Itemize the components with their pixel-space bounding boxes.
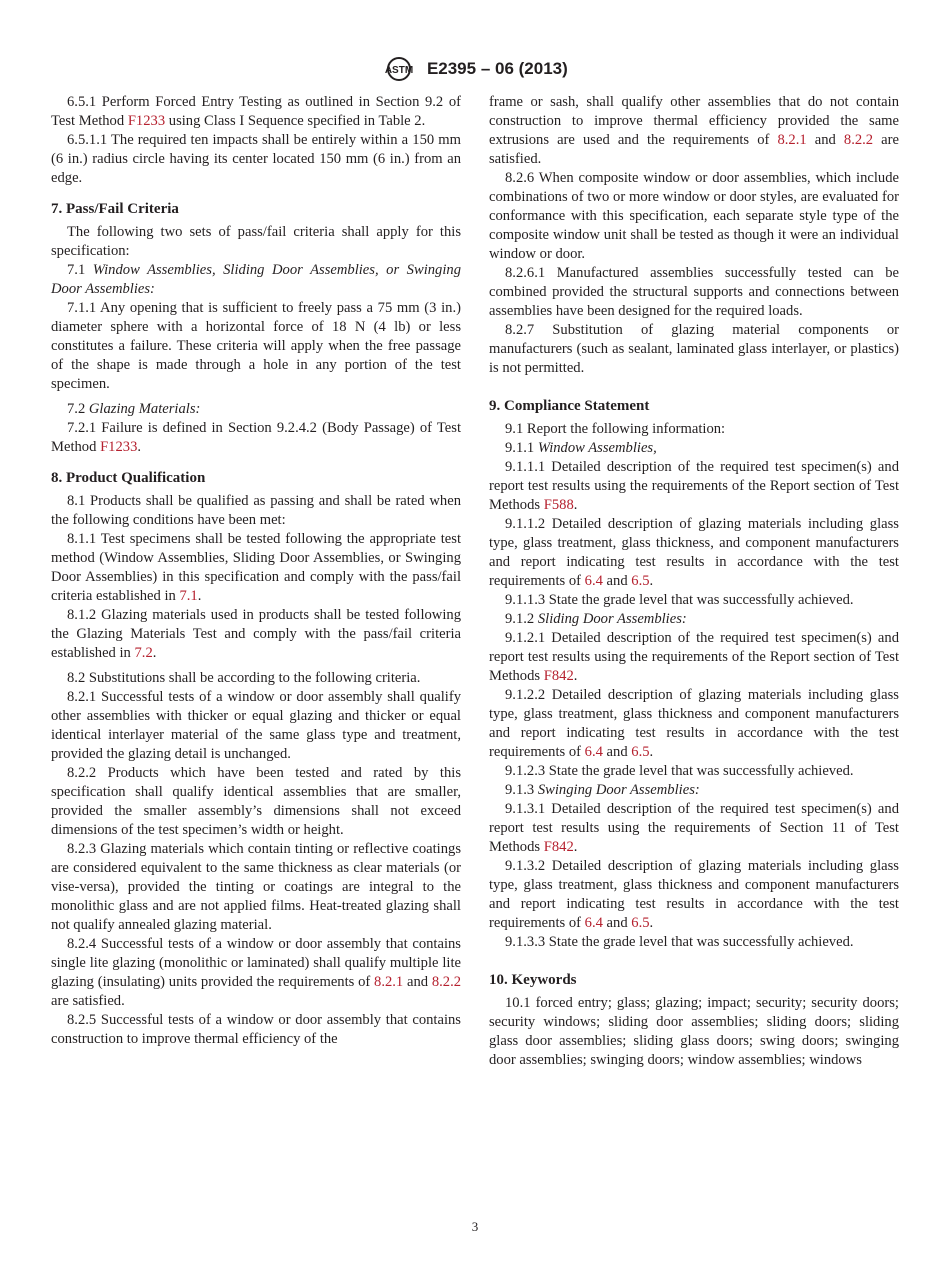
document-designation: E2395 – 06 (2013)	[426, 59, 568, 78]
paragraph-8-1: 8.1 Products shall be qualified as passing and shall be rated when the following conditions have been met:	[51, 493, 461, 528]
link-6-4[interactable]: 6.4	[584, 744, 603, 760]
paragraph-9-1-1-1: 9.1.1.1 Detailed description of the required test specimen(s) and report test results using the requirements of the Report section of Test Methods F588.	[489, 459, 899, 513]
paragraph-10-1: 10.1 forced entry; glass; glazing; impact; security; security doors; security windows; sliding door assemblies; sliding doors; sliding glass door assemblies; sliding glass doors; swing doors; swinging door assemblies; swinging doors; window assemblies; windows	[489, 995, 899, 1068]
paragraph-8-2-1: 8.2.1 Successful tests of a window or door assembly shall qualify other assemblies with thicker or equal glazing and thicker or equal identical interlayer material of the same glass type and treatment, provided the glazing detail is unchanged.	[51, 689, 461, 762]
link-7-2[interactable]: 7.2	[134, 645, 153, 661]
paragraph-8-2: 8.2 Substitutions shall be according to the following criteria.	[67, 670, 421, 686]
paragraph-9-1-1: 9.1.1 Window Assemblies,	[505, 440, 657, 456]
paragraph-9-1-3-3: 9.1.3.3 State the grade level that was successfully achieved.	[505, 934, 854, 950]
paragraph-9-1-1-2: 9.1.1.2 Detailed description of glazing materials including glass type, glass treatment, glass thickness, and component manufacturers and report indicating test results in accordance with the test requirements of 6.4 and 6.5.	[489, 516, 899, 589]
paragraph-8-2-5-continued: frame or sash, shall qualify other assemblies that do not contain construction to improve thermal efficiency provided the same extrusions are used and the requirements of 8.2.1 and 8.2.2 are satisfied.	[489, 94, 900, 167]
paragraph-8-2-6: 8.2.6 When composite window or door assemblies, which include combinations of two or more window or door styles, are evaluated for conformance with this specification, each separate style type of the composite window unit shall be tested as though it were an individual window or door.	[489, 170, 899, 262]
paragraph-7-1: 7.1 Window Assemblies, Sliding Door Assemblies, or Swinging Door Assemblies:	[51, 262, 461, 297]
link-f842[interactable]: F842	[543, 839, 574, 855]
link-8-2-1[interactable]: 8.2.1	[374, 974, 404, 990]
link-7-1[interactable]: 7.1	[179, 588, 198, 604]
paragraph-6-5-1-1: 6.5.1.1 The required ten impacts shall be entirely within a 150 mm (6 in.) radius circle having its center located 150 mm (6 in.) from an edge.	[51, 132, 461, 186]
paragraph-9-1-2-1: 9.1.2.1 Detailed description of the required test specimen(s) and report test results using the requirements of the Report section of Test Methods F842.	[489, 630, 899, 684]
paragraph-7-intro: The following two sets of pass/fail criteria shall apply for this specification:	[51, 224, 461, 259]
link-8-2-2[interactable]: 8.2.2	[843, 132, 874, 148]
paragraph-7-2: 7.2 Glazing Materials:	[67, 401, 201, 417]
paragraph-8-2-5: 8.2.5 Successful tests of a window or door assembly that contains construction to improve thermal efficiency of the	[51, 1012, 461, 1047]
paragraph-9-1-3-1: 9.1.3.1 Detailed description of the required test specimen(s) and report test results using the requirements of Section 11 of Test Methods F842.	[489, 801, 899, 855]
paragraph-9-1-2-2: 9.1.2.2 Detailed description of glazing materials including glass type, glass treatment, glass thickness and component manufacturers and report indicating test results in accordance with the test requirements of 6.4 and 6.5.	[489, 687, 899, 760]
paragraph-9-1-2-3: 9.1.2.3 State the grade level that was successfully achieved.	[505, 763, 854, 779]
link-8-2-2[interactable]: 8.2.2	[431, 974, 462, 990]
page-number: 3	[471, 1219, 479, 1234]
paragraph-6-5-1: 6.5.1 Perform Forced Entry Testing as outlined in Section 9.2 of Test Method F1233 using Class I Sequence specified in Table 2.	[51, 94, 461, 129]
link-f1233[interactable]: F1233	[100, 439, 138, 455]
link-f588[interactable]: F588	[543, 497, 574, 513]
link-6-5[interactable]: 6.5	[631, 915, 650, 931]
right-column	[489, 93, 899, 1070]
paragraph-8-2-3: 8.2.3 Glazing materials which contain tinting or reflective coatings are considered equivalent to the same thickness as clear materials (or vise-versa), provided the tinting or coatings are integral to the monolithic glass and are not applied films. Heat-treated glazing shall not qualify annealed glazing material.	[51, 841, 461, 933]
link-8-2-1[interactable]: 8.2.1	[777, 132, 807, 148]
paragraph-7-2-1: 7.2.1 Failure is defined in Section 9.2.4.2 (Body Passage) of Test Method F1233.	[51, 420, 461, 455]
link-f842[interactable]: F842	[543, 668, 574, 684]
left-column	[51, 93, 461, 1049]
link-6-5[interactable]: 6.5	[631, 744, 650, 760]
page-header	[0, 56, 950, 82]
astm-logo-icon	[382, 56, 416, 82]
paragraph-8-2-7: 8.2.7 Substitution of glazing material components or manufacturers (such as sealant, laminated glass interlayer, or plastics) is not permitted.	[489, 322, 899, 376]
section-heading-9: 9. Compliance Statement	[489, 398, 650, 414]
link-f1233[interactable]: F1233	[127, 113, 166, 129]
paragraph-8-1-2: 8.1.2 Glazing materials used in products shall be tested following the Glazing Materials Test and comply with the pass/fail criteria established in 7.2.	[51, 607, 461, 661]
link-6-4[interactable]: 6.4	[584, 915, 603, 931]
link-6-5[interactable]: 6.5	[631, 573, 650, 589]
paragraph-9-1-2: 9.1.2 Sliding Door Assemblies:	[505, 611, 687, 627]
section-heading-8: 8. Product Qualification	[51, 470, 206, 486]
paragraph-9-1: 9.1 Report the following information:	[505, 421, 726, 437]
paragraph-8-2-2: 8.2.2 Products which have been tested and rated by this specification shall qualify identical assemblies that are smaller, provided the smaller assembly’s dimensions shall not exceed dimensions of the test specimen’s width or height.	[51, 765, 461, 838]
paragraph-8-2-4: 8.2.4 Successful tests of a window or door assembly that contains single lite glazing (monolithic or laminated) shall qualify multiple lite glazing (insulating) units provided the requirements of 8.2.1 and 8.2.2 are satisfied.	[51, 936, 462, 1009]
paragraph-9-1-3-2: 9.1.3.2 Detailed description of glazing materials including glass type, glass treatment, glass thickness and component manufacturers and report indicating test results in accordance with the test requirements of 6.4 and 6.5.	[489, 858, 899, 931]
paragraph-8-1-1: 8.1.1 Test specimens shall be tested following the appropriate test method (Window Assemblies, Sliding Door Assemblies, or Swinging Door Assemblies) in this specification and comply with the pass/fail criteria established in 7.1.	[51, 531, 461, 604]
paragraph-8-2-6-1: 8.2.6.1 Manufactured assemblies successfully tested can be combined provided the structural supports and connections between assemblies have been designed for the required loads.	[489, 265, 899, 319]
section-heading-10: 10. Keywords	[489, 972, 577, 988]
paragraph-9-1-1-3: 9.1.1.3 State the grade level that was successfully achieved.	[505, 592, 854, 608]
section-heading-7: 7. Pass/Fail Criteria	[51, 201, 179, 217]
link-6-4[interactable]: 6.4	[584, 573, 603, 589]
paragraph-7-1-1: 7.1.1 Any opening that is sufficient to freely pass a 75 mm (3 in.) diameter sphere with a horizontal force of 18 N (4 lb) or less constitutes a failure. These criteria will apply when the free passage of the shape is made through a hole in any portion of the test specimen.	[51, 300, 461, 392]
svg-text:ASTM: ASTM	[385, 65, 414, 76]
paragraph-9-1-3: 9.1.3 Swinging Door Assemblies:	[505, 782, 700, 798]
